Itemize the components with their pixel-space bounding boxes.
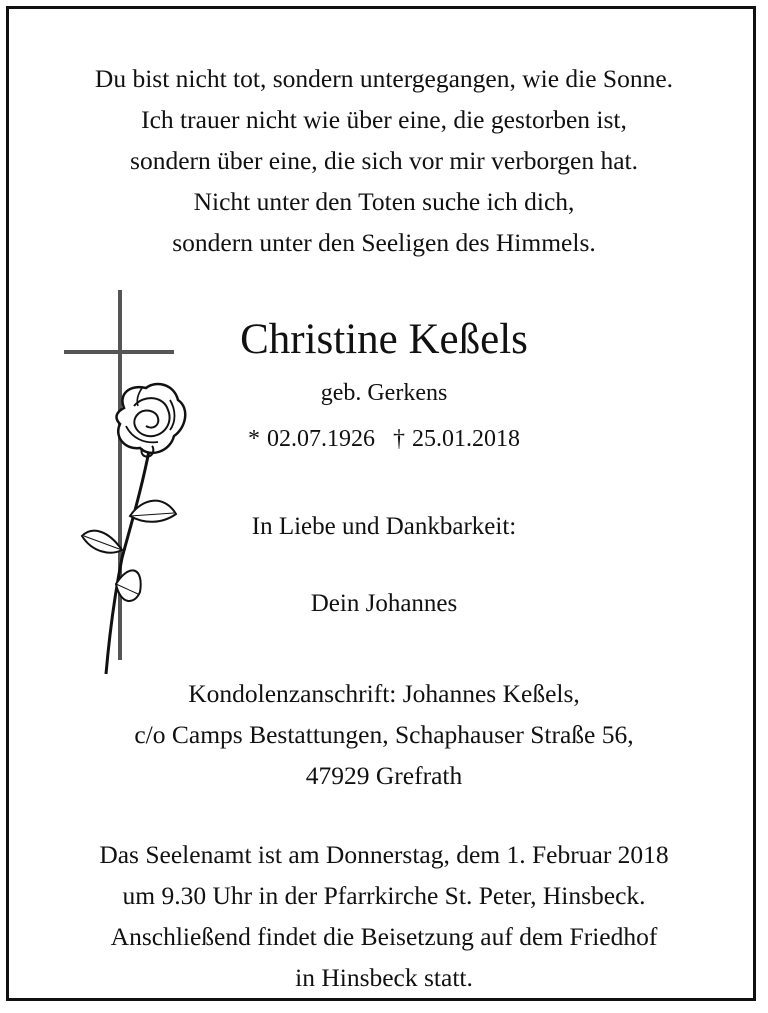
service-line: Anschließend findet die Beisetzung auf dem Friedhof bbox=[110, 922, 658, 951]
address-line: Kondolenzanschrift: Johannes Keßels, bbox=[188, 679, 580, 708]
death-date: † 25.01.2018 bbox=[393, 426, 520, 452]
condolence-address bbox=[0, 673, 768, 796]
life-dates bbox=[0, 423, 768, 455]
service-notice bbox=[0, 834, 768, 998]
birth-date: * 02.07.1926 bbox=[248, 426, 375, 452]
dedication: In Liebe und Dankbarkeit: bbox=[251, 513, 517, 540]
memorial-verse bbox=[0, 58, 768, 263]
maiden-name: geb. Gerkens bbox=[320, 380, 448, 406]
verse-line: sondern über eine, die sich vor mir verborgen hat. bbox=[130, 146, 638, 175]
verse-line: Ich trauer nicht wie über eine, die gestorben ist, bbox=[141, 105, 627, 134]
address-line: 47929 Grefrath bbox=[305, 761, 463, 790]
deceased-name: Christine Keßels bbox=[240, 316, 528, 363]
verse-line: Nicht unter den Toten suche ich dich, bbox=[193, 187, 575, 216]
service-line: in Hinsbeck statt. bbox=[295, 963, 473, 992]
verse-line: Du bist nicht tot, sondern untergegangen, wie die Sonne. bbox=[94, 64, 674, 93]
address-line: c/o Camps Bestattungen, Schaphauser Straße 56, bbox=[134, 720, 634, 749]
signer: Dein Johannes bbox=[310, 590, 458, 617]
service-line: um 9.30 Uhr in der Pfarrkirche St. Peter, Hinsbeck. bbox=[122, 881, 646, 910]
verse-line: sondern unter den Seeligen des Himmels. bbox=[172, 228, 596, 257]
service-line: Das Seelenamt ist am Donnerstag, dem 1. Februar 2018 bbox=[99, 840, 669, 869]
